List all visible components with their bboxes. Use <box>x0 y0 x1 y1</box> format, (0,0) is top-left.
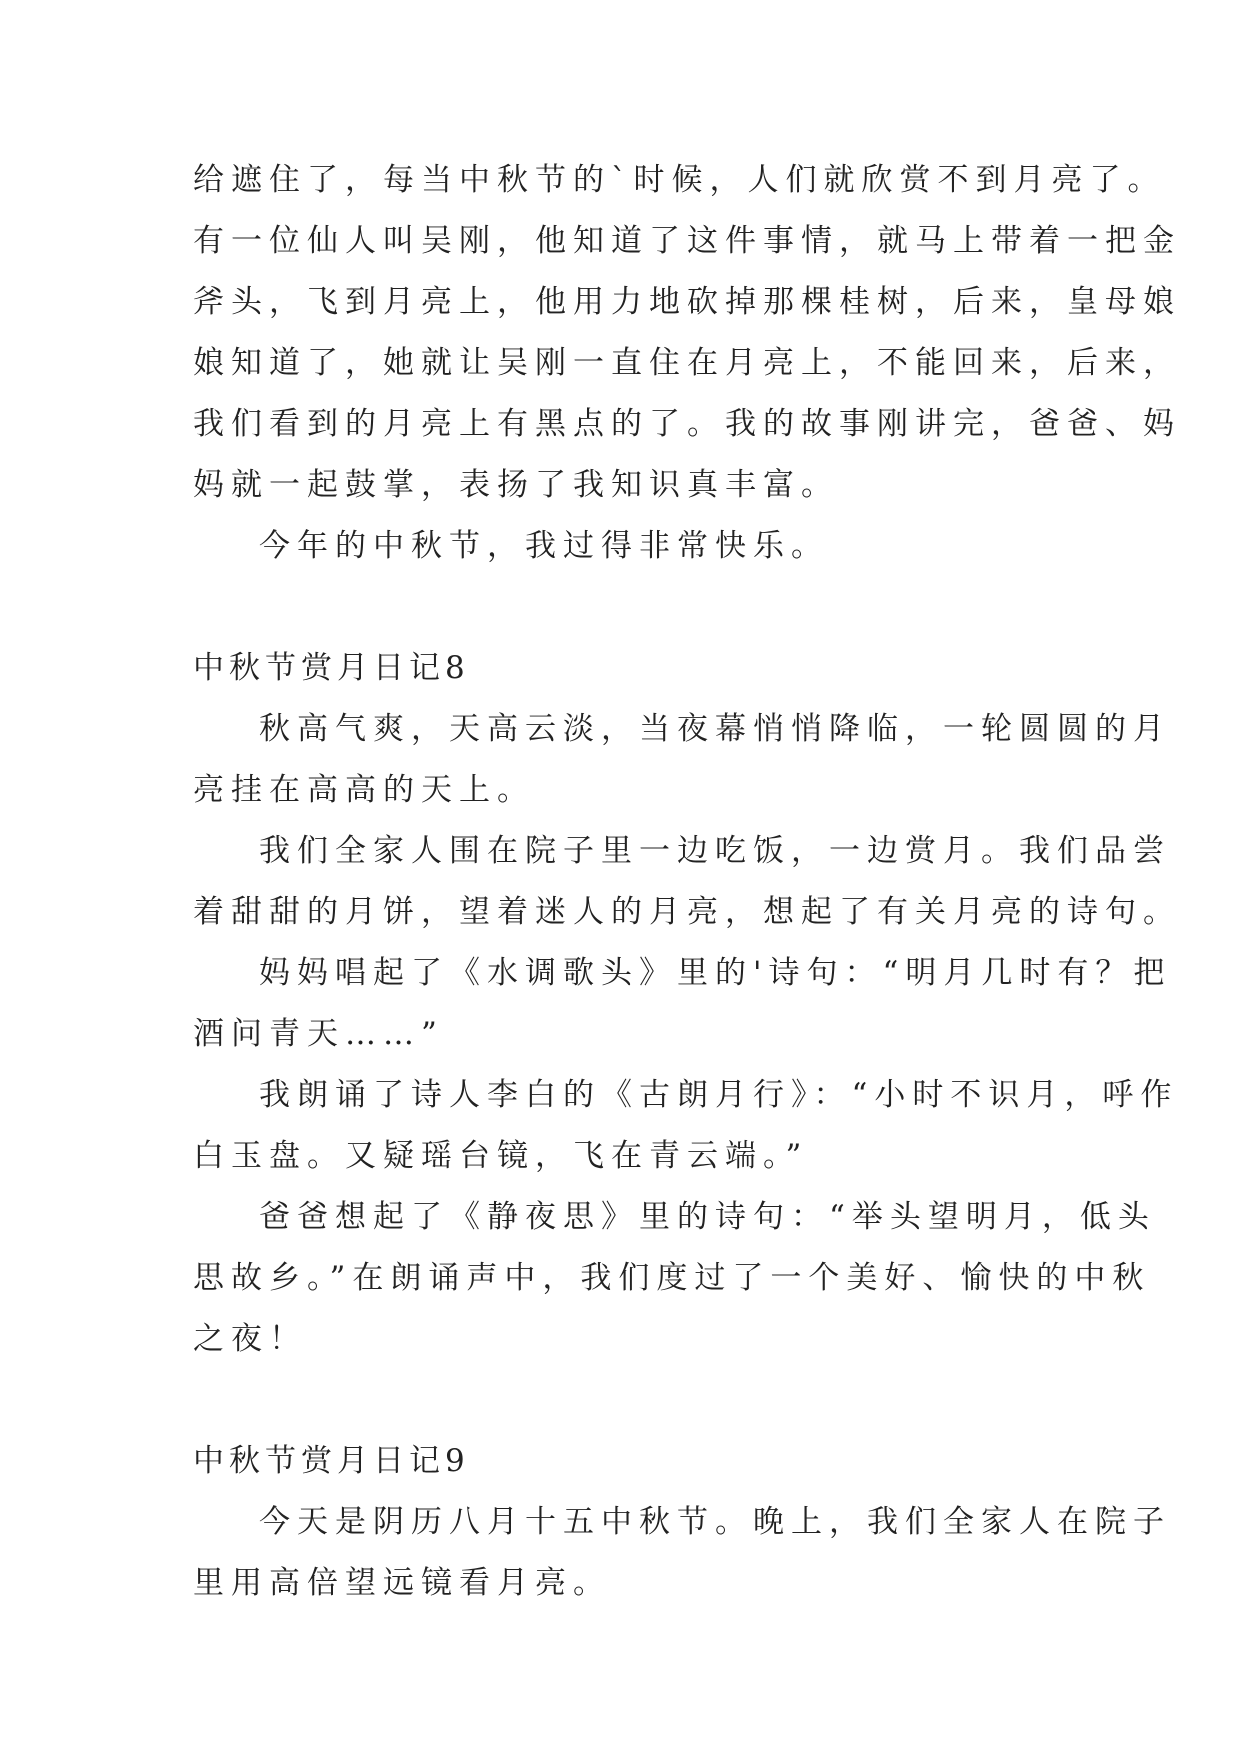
text-line: 里用高倍望远镜看月亮。 <box>193 1565 611 1601</box>
diary-8-title: 中秋节赏月日记8 <box>193 650 470 686</box>
text-line: 酒问青天……” <box>193 1016 444 1052</box>
text-line: 今年的中秋节，我过得非常快乐。 <box>259 528 829 564</box>
text-line: 我朗诵了诗人李白的《古朗月行》：“小时不识月，呼作 <box>259 1077 1179 1113</box>
text-line: 白玉盘。又疑瑶台镜，飞在青云端。” <box>193 1138 809 1174</box>
text-line: 妈妈唱起了《水调歌头》里的'诗句：“明月几时有？把 <box>259 955 1172 991</box>
text-line: 今天是阴历八月十五中秋节。晚上，我们全家人在院子 <box>259 1504 1171 1540</box>
text-line: 妈就一起鼓掌，表扬了我知识真丰富。 <box>193 467 839 503</box>
text-line: 之夜！ <box>193 1321 307 1357</box>
text-line: 斧头，飞到月亮上，他用力地砍掉那棵桂树，后来，皇母娘 <box>193 284 1181 320</box>
text-line: 娘知道了，她就让吴刚一直住在月亮上，不能回来，后来， <box>193 345 1181 381</box>
text-line: 给遮住了，每当中秋节的`时候，人们就欣赏不到月亮了。 <box>193 162 1166 198</box>
diary-8-paragraph-2 <box>193 821 1181 943</box>
text-line: 思故乡。”在朗诵声中，我们度过了一个美好、愉快的中秋 <box>193 1260 1151 1296</box>
text-line: 亮挂在高高的天上。 <box>193 772 535 808</box>
section-gap <box>193 1370 1053 1431</box>
text-line: 我们全家人围在院子里一边吃饭，一边赏月。我们品尝 <box>259 833 1171 869</box>
diary-8-paragraph-5 <box>193 1187 1156 1370</box>
diary-9-title: 中秋节赏月日记9 <box>193 1443 470 1479</box>
continuation-paragraph <box>193 150 1181 516</box>
diary-8-paragraph-3 <box>193 943 1172 1065</box>
text-line: 我们看到的月亮上有黑点的了。我的故事刚讲完，爸爸、妈 <box>193 406 1181 442</box>
document-page <box>193 150 1181 1614</box>
section-gap <box>193 577 1053 638</box>
diary-9-paragraph-1 <box>193 1492 1171 1614</box>
text-line: 秋高气爽，天高云淡，当夜幕悄悄降临，一轮圆圆的月 <box>259 711 1171 747</box>
closing-paragraph <box>193 516 1053 577</box>
diary-8-paragraph-4 <box>193 1065 1179 1187</box>
text-line: 爸爸想起了《静夜思》里的诗句：“举头望明月，低头 <box>259 1199 1156 1235</box>
text-line: 着甜甜的月饼，望着迷人的月亮，想起了有关月亮的诗句。 <box>193 894 1181 930</box>
text-line: 有一位仙人叫吴刚，他知道了这件事情，就马上带着一把金 <box>193 223 1181 259</box>
diary-8-paragraph-1 <box>193 699 1171 821</box>
